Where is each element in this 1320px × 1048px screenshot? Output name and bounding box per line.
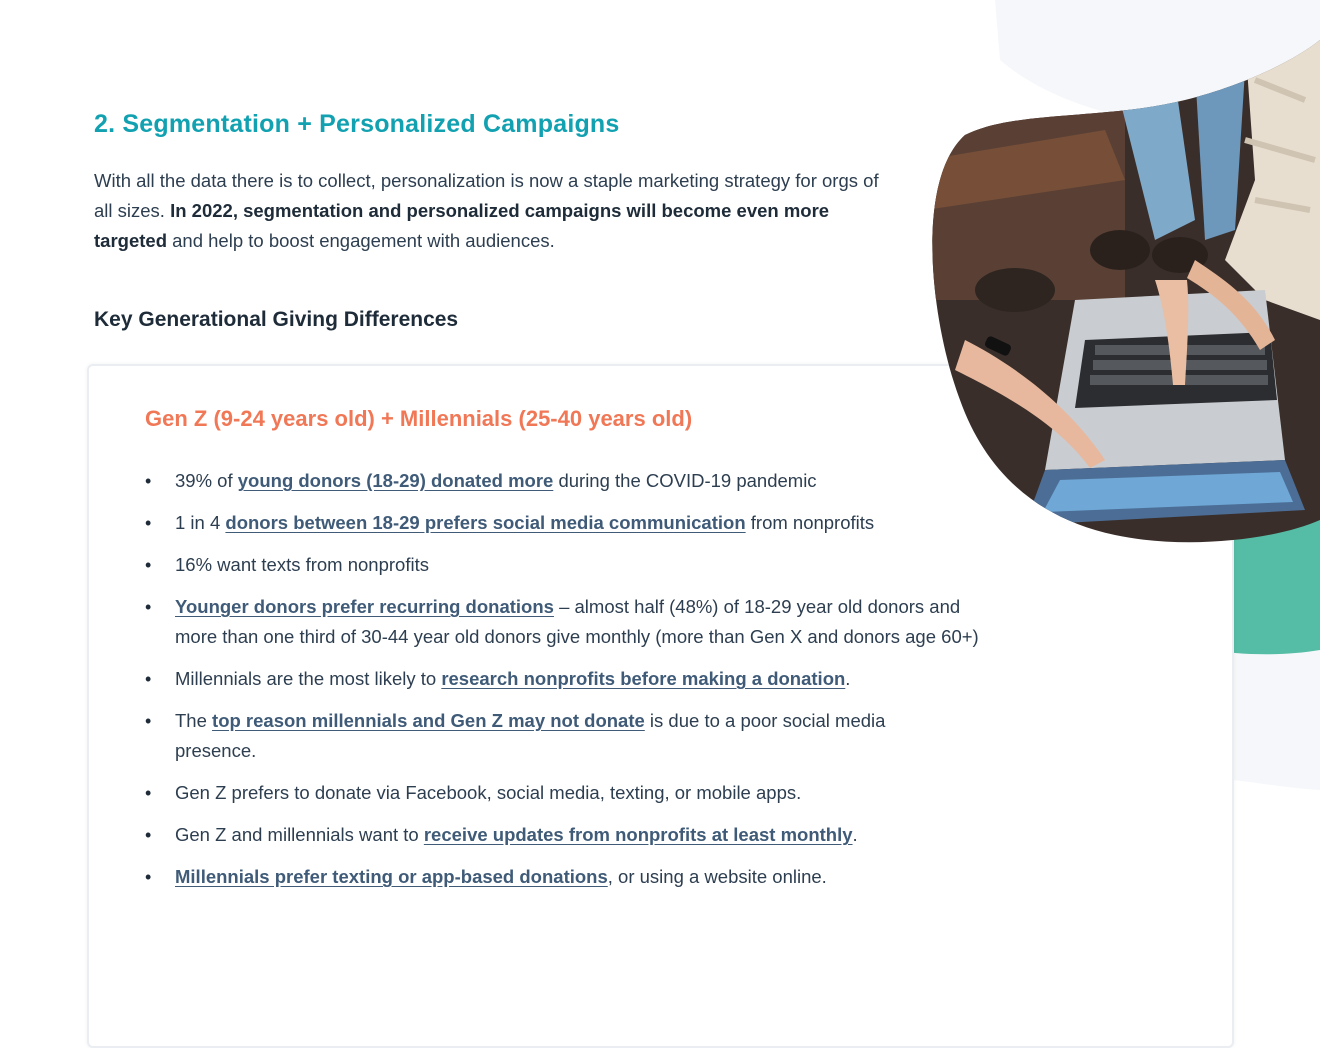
section-title: 2. Segmentation + Personalized Campaigns: [94, 110, 620, 138]
bullet-link[interactable]: Younger donors prefer recurring donations: [175, 596, 554, 617]
bullet-icon: •: [145, 669, 152, 689]
bullet-list: [145, 466, 985, 904]
bullet-text: 1 in 4: [175, 512, 226, 533]
intro-text: With all the data there is to collect, personalization is now a staple marketing strategy for orgs of all sizes.: [94, 170, 879, 221]
bullet-icon: •: [145, 597, 152, 617]
bullet-icon: •: [145, 555, 152, 575]
list-item: [145, 820, 985, 850]
bullet-text: 39% of: [175, 470, 238, 491]
intro-paragraph: [94, 166, 894, 256]
bullet-text: Millennials are the most likely to: [175, 668, 442, 689]
bullet-icon: •: [145, 471, 152, 491]
intro-bold-text: In 2022, segmentation and personalized campaigns will become even more targeted: [94, 200, 830, 251]
bullet-icon: •: [145, 783, 152, 803]
bullet-text: , or using a website online.: [607, 866, 827, 887]
bullet-icon: •: [145, 825, 152, 845]
bullet-icon: •: [145, 711, 152, 731]
bullet-link[interactable]: top reason millennials and Gen Z may not donate: [212, 710, 645, 731]
bullet-text: is due to a poor social media presence.: [175, 710, 886, 761]
bullet-text: The: [175, 710, 213, 731]
bullet-link[interactable]: young donors (18-29) donated more: [237, 470, 554, 491]
list-item: [145, 550, 985, 580]
list-item: [145, 706, 895, 766]
list-item: [145, 664, 985, 694]
bullet-text: Gen Z prefers to donate via Facebook, social media, texting, or mobile apps.: [175, 782, 802, 803]
intro-text-end: and help to boost engagement with audiences.: [167, 230, 555, 251]
bullet-link[interactable]: donors between 18-29 prefers social media communication: [225, 512, 746, 533]
bullet-text: – almost half (48%) of 18-29 year old donors and more than one third of 30-44 year old donors give monthly (more than Gen X and donors age 60+): [175, 596, 979, 647]
bullet-text: from nonprofits: [745, 512, 875, 533]
bullet-text: Gen Z and millennials want to: [175, 824, 424, 845]
card-title: Gen Z (9-24 years old) + Millennials (25-40 years old): [145, 406, 693, 431]
list-item: [145, 508, 985, 538]
list-item: [145, 592, 985, 652]
bullet-icon: •: [145, 513, 152, 533]
sub-heading: Key Generational Giving Differences: [94, 308, 459, 331]
bullet-link[interactable]: receive updates from nonprofits at least monthly: [423, 824, 853, 845]
bullet-link[interactable]: research nonprofits before making a donation: [441, 668, 846, 689]
bullet-icon: •: [145, 867, 152, 887]
bullet-text: .: [852, 824, 858, 845]
laptop-photo: [925, 40, 1320, 545]
list-item: [145, 862, 985, 892]
bullet-text: 16% want texts from nonprofits: [175, 554, 429, 575]
list-item: [145, 466, 985, 496]
bullet-text: .: [845, 668, 851, 689]
bullet-text: during the COVID-19 pandemic: [553, 470, 817, 491]
bullet-link[interactable]: Millennials prefer texting or app-based donations: [175, 866, 608, 887]
list-item: [145, 778, 985, 808]
